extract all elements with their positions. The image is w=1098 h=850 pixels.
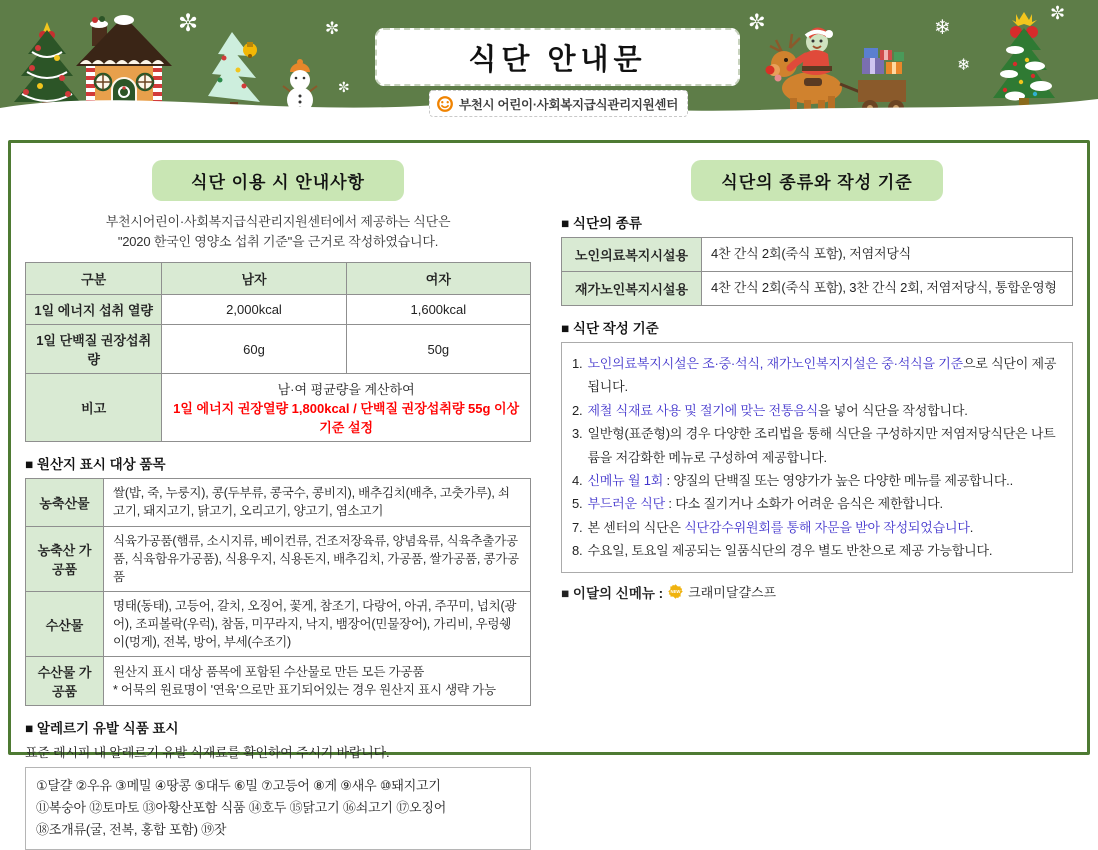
christmas-banner <box>0 0 1098 118</box>
new-badge-icon <box>667 583 684 600</box>
banner-title-box <box>375 28 740 86</box>
criteria-item: 5. 부드러운 식단 : 다소 질기거나 소화가 어려운 음식은 제한합니다. <box>572 496 943 512</box>
right-section-header: 식단의 종류와 작성 기준 <box>691 160 943 201</box>
note-cell <box>162 374 531 442</box>
note-line-1: 남·여 평균량을 계산하여 <box>277 382 415 398</box>
criteria-item: 3. 일반형(표준형)의 경우 다양한 조리법을 통해 식단을 구성하지만 저염저당식단은 나트륨을 저감화한 메뉴로 구성하여 제공합니다. <box>572 426 1056 465</box>
row-label: 1일 에너지 섭취 열량 <box>26 295 162 325</box>
meal-types-table <box>561 237 1073 306</box>
table-row <box>26 325 531 374</box>
left-column <box>25 153 531 850</box>
allergy-line: ⑱조개류(굴, 전복, 홍합 포함) ⑲잣 <box>36 822 227 838</box>
content-frame <box>8 140 1090 838</box>
new-badge-label: NEW <box>670 589 681 595</box>
origin-heading: ■ 원산지 표시 대상 품목 <box>25 457 166 473</box>
types-heading: ■ 식단의 종류 <box>561 216 642 231</box>
table-header-row <box>26 263 531 295</box>
row-label: 농축산물 <box>26 479 104 526</box>
content-line-1: 원산지 표시 대상 품목에 포함된 수산물로 만든 모든 가공품 <box>113 665 425 680</box>
row-label: 재가노인복지시설용 <box>562 272 702 306</box>
nutrition-table <box>25 262 531 442</box>
origin-table <box>25 478 531 706</box>
allergy-line: ⑪복숭아 ⑫토마토 ⑬아황산포함 식품 ⑭호두 ⑮닭고기 ⑯쇠고기 ⑰오징어 <box>36 800 447 816</box>
content-line-2: * 어묵의 원료명이 '연육'으로만 표기되어있는 경우 원산지 표시 생략 가능 <box>113 683 496 698</box>
cell-female: 1,600kcal <box>346 295 530 325</box>
snowflake-icon: ✼ <box>338 79 350 95</box>
row-content: 식육가공품(햄류, 소시지류, 베이컨류, 건조저장육류, 양념육류, 식육추출가공품, 식육함유가공품), 식용우지, 식용돈지, 배추김치, 가공품, 쌀가공품, 콩가공품 <box>104 526 531 591</box>
new-menu-heading: ■ 이달의 신메뉴 : <box>561 585 664 601</box>
allergy-heading: ■ 알레르기 유발 식품 표시 <box>25 721 179 737</box>
criteria-item: 7. 본 센터의 식단은 식단감수위원회를 통해 자문을 받아 작성되었습니다. <box>572 519 974 535</box>
col-header: 남자 <box>162 263 346 295</box>
intro-line-1: 부천시어린이·사회복지급식관리지원센터에서 제공하는 식단은 <box>105 214 451 229</box>
col-header: 여자 <box>346 263 530 295</box>
right-column <box>561 153 1073 850</box>
table-row <box>26 295 531 325</box>
left-section-header: 식단 이용 시 안내사항 <box>152 160 404 201</box>
row-content: 4찬 간식 2회(죽식 포함), 3찬 간식 2회, 저염저당식, 통합운영형 <box>702 272 1073 306</box>
criteria-item: 2. 제철 식재료 사용 및 절기에 맞는 전통음식을 넣어 식단을 작성합니다. <box>572 402 968 418</box>
criteria-item: 1. 노인의료복지시설은 조·중·석식, 재가노인복지지설은 중·석식을 기준으로 식단이 제공됩니다. <box>572 356 1057 395</box>
criteria-item: 4. 신메뉴 월 1회 : 양질의 단백질 또는 영양가가 높은 다양한 메뉴를 제공합니다.. <box>572 472 1014 488</box>
note-line-2: 1일 에너지 권장열량 1,800kcal / 단백질 권장섭취량 55g 이상 기준 설정 <box>173 401 520 436</box>
table-row <box>562 238 1073 272</box>
cell-female: 50g <box>346 325 530 374</box>
table-row <box>26 479 531 526</box>
row-label: 비고 <box>26 374 162 442</box>
snowflake-icon: ❄ <box>957 57 971 74</box>
allergy-line: ①달걀 ②우유 ③메밀 ④땅콩 ⑤대두 ⑥밀 ⑦고등어 ⑧게 ⑨새우 ⑩돼지고기 <box>36 778 441 794</box>
cell-male: 60g <box>162 325 346 374</box>
table-row <box>562 272 1073 306</box>
new-menu-row <box>561 582 1073 602</box>
page-title: 식단 안내문 <box>468 43 647 76</box>
cell-male: 2,000kcal <box>162 295 346 325</box>
row-label: 수산물 <box>26 591 104 656</box>
snowflake-icon: ✼ <box>1050 3 1066 23</box>
row-label: 수산물 가공품 <box>26 657 104 706</box>
criteria-heading: ■ 식단 작성 기준 <box>561 321 659 336</box>
org-badge <box>429 90 688 117</box>
row-label: 노인의료복지시설용 <box>562 238 702 272</box>
intro-line-2: "2020 한국인 영양소 섭취 기준"을 근거로 작성하였습니다. <box>117 234 439 250</box>
row-label: 1일 단백질 권장섭취량 <box>26 325 162 374</box>
row-content: 4찬 간식 2회(죽식 포함), 저염저당식 <box>702 238 1073 272</box>
snowflake-icon: ✼ <box>178 10 199 37</box>
new-menu-name: 크래미달걀스프 <box>688 585 777 601</box>
row-content: 명태(동태), 고등어, 갈치, 오징어, 꽃게, 참조기, 다랑어, 아귀, 주꾸미, 넙치(광어), 조피볼락(우럭), 참돔, 미꾸라지, 낙지, 뱀장어(민물장어), 가리비, 우렁쉥이(멍게), 전복, 방어, 부세(수조기) <box>104 591 531 656</box>
table-note-row <box>26 374 531 442</box>
allergy-desc: 표준 레시피 내 알레르기 유발 식재료를 확인하여 주시기 바랍니다. <box>25 745 390 761</box>
criteria-item: 8. 수요일, 토요일 제공되는 일품식단의 경우 별도 반찬으로 제공 가능합니다. <box>572 543 993 559</box>
snowflake-icon: ✼ <box>325 19 340 38</box>
table-row <box>26 591 531 656</box>
row-content: 쌀(밥, 죽, 누룽지), 콩(두부류, 콩국수, 콩비지), 배추김치(배추, 고춧가루), 쇠고기, 돼지고기, 닭고기, 오리고기, 양고기, 염소고기 <box>104 479 531 526</box>
col-header: 구분 <box>26 263 162 295</box>
criteria-list-box <box>561 342 1073 573</box>
allergy-list-box <box>25 767 531 849</box>
row-content <box>104 657 531 706</box>
table-row <box>26 657 531 706</box>
table-row <box>26 526 531 591</box>
snowflake-icon: ✼ <box>748 11 766 34</box>
intro-text <box>25 212 531 252</box>
org-badge-label: 부천시 어린이·사회복지급식관리지원센터 <box>459 97 678 112</box>
row-label: 농축산 가공품 <box>26 526 104 591</box>
smiley-logo-icon <box>436 95 454 113</box>
snowflake-icon: ❄ <box>934 17 951 39</box>
